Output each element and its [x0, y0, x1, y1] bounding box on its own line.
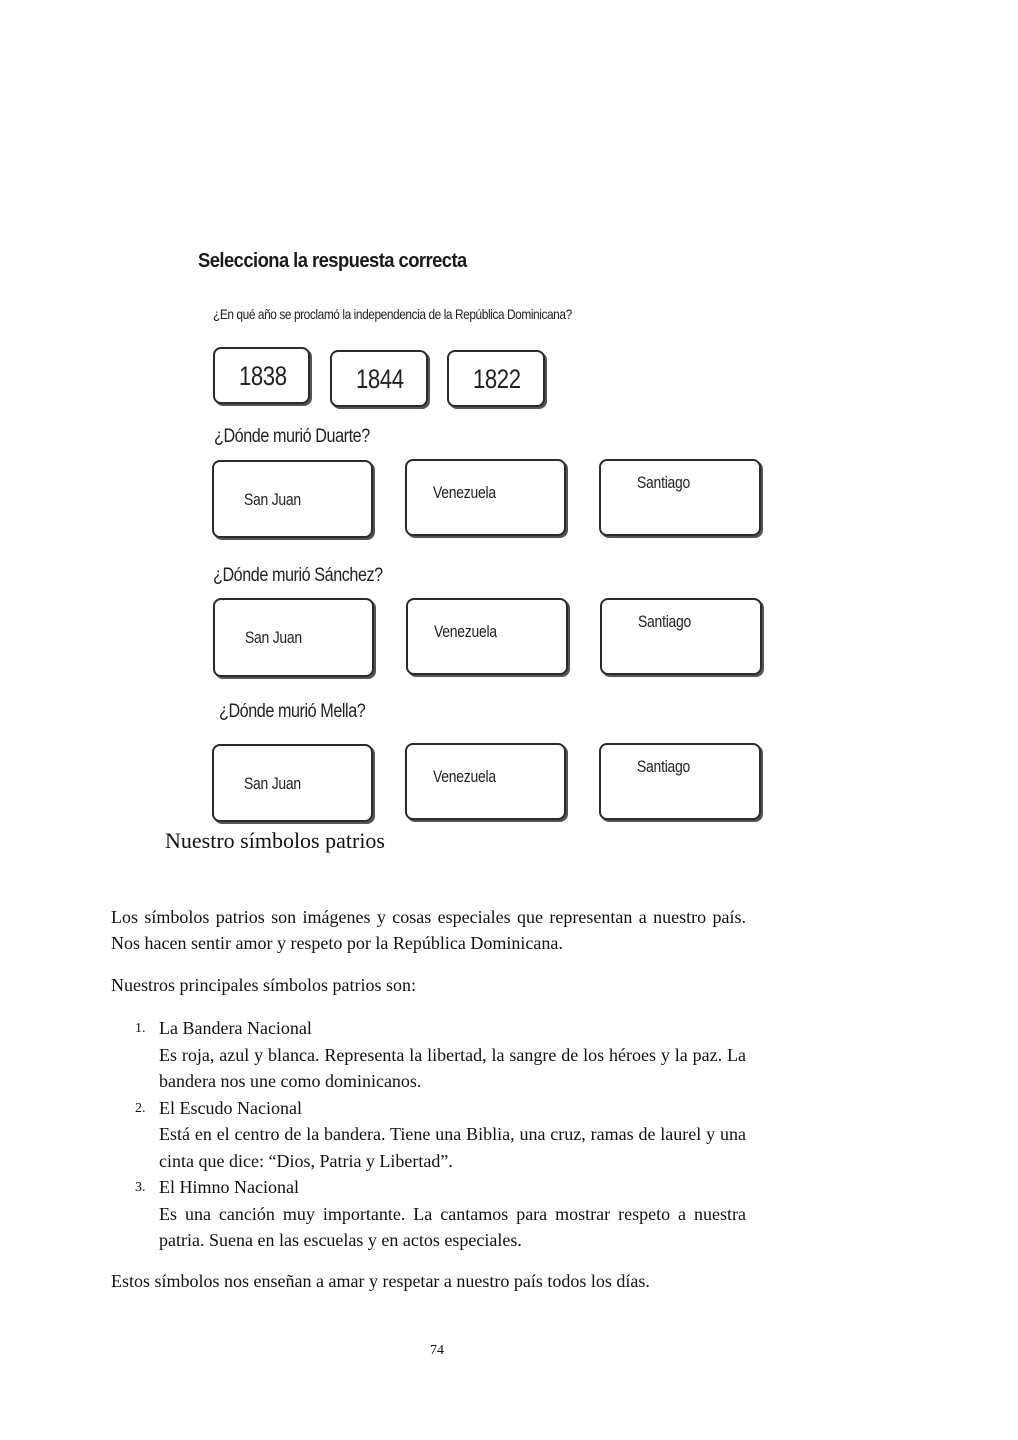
answer-option-label: Santiago — [637, 473, 691, 492]
list-item — [111, 1174, 746, 1254]
question-1: ¿En qué año se proclamó la independencia de la República Dominicana? — [213, 306, 572, 322]
answer-option-label: Venezuela — [433, 483, 496, 502]
answer-option-label: San Juan — [244, 774, 301, 793]
list-item — [111, 1015, 746, 1095]
quiz-title: Selecciona la respuesta correcta — [198, 250, 467, 272]
answer-option[interactable] — [405, 459, 566, 536]
answer-option-label: 1844 — [356, 364, 404, 394]
list-item-description: Está en el centro de la bandera. Tiene una Biblia, una cruz, ramas de laurel y una cinta que dice: “Dios, Patria y Libertad”. — [159, 1124, 746, 1171]
answer-option-label: Venezuela — [434, 622, 497, 641]
list-item-description: Es una canción muy importante. La cantamos para mostrar respeto a nuestra patria. Suena en las escuelas y en actos especiales. — [159, 1203, 746, 1250]
question-4: ¿Dónde murió Mella? — [219, 701, 366, 722]
answer-option[interactable] — [213, 598, 374, 677]
answer-option[interactable] — [213, 347, 310, 404]
answer-option-label: Santiago — [638, 612, 692, 631]
list-intro: Nuestros principales símbolos patrios son: — [111, 975, 416, 995]
list-item-number: 3. — [135, 1180, 146, 1195]
closing-paragraph: Estos símbolos nos enseñan a amar y respetar a nuestro país todos los días. — [111, 1271, 650, 1291]
list-item-title: La Bandera Nacional — [159, 1018, 312, 1038]
answer-option-label: Santiago — [637, 757, 691, 776]
list-item-description: Es roja, azul y blanca. Representa la libertad, la sangre de los héroes y la paz. La bandera nos une como dominicanos. — [159, 1044, 746, 1091]
page-number: 74 — [430, 1343, 444, 1358]
answer-option-label: San Juan — [244, 490, 301, 509]
question-3: ¿Dónde murió Sánchez? — [213, 565, 383, 586]
list-item-title: El Escudo Nacional — [159, 1097, 302, 1118]
symbols-list — [111, 1015, 746, 1254]
answer-option-label: 1822 — [473, 364, 521, 394]
answer-option[interactable] — [405, 743, 566, 820]
answer-option[interactable] — [599, 459, 761, 536]
answer-option[interactable] — [406, 598, 568, 675]
answer-option[interactable] — [330, 350, 428, 407]
list-item — [111, 1095, 746, 1175]
answer-option[interactable] — [212, 744, 373, 822]
answer-option-label: San Juan — [245, 628, 302, 647]
list-item-title: El Himno Nacional — [159, 1177, 299, 1197]
answer-option[interactable] — [447, 350, 545, 407]
answer-option[interactable] — [212, 460, 373, 538]
answer-option[interactable] — [599, 743, 761, 820]
question-2: ¿Dónde murió Duarte? — [214, 426, 370, 447]
answer-option-label: Venezuela — [433, 767, 496, 786]
list-item-number: 1. — [135, 1021, 146, 1036]
answer-option[interactable] — [600, 598, 762, 675]
list-item-number: 2. — [135, 1100, 146, 1116]
answer-option-label: 1838 — [239, 361, 287, 391]
section-title: Nuestro símbolos patrios — [165, 828, 385, 853]
intro-paragraph: Los símbolos patrios son imágenes y cosas especiales que representan a nuestro país. Nos hacen sentir amor y respeto por la República Dominicana. — [111, 907, 746, 953]
